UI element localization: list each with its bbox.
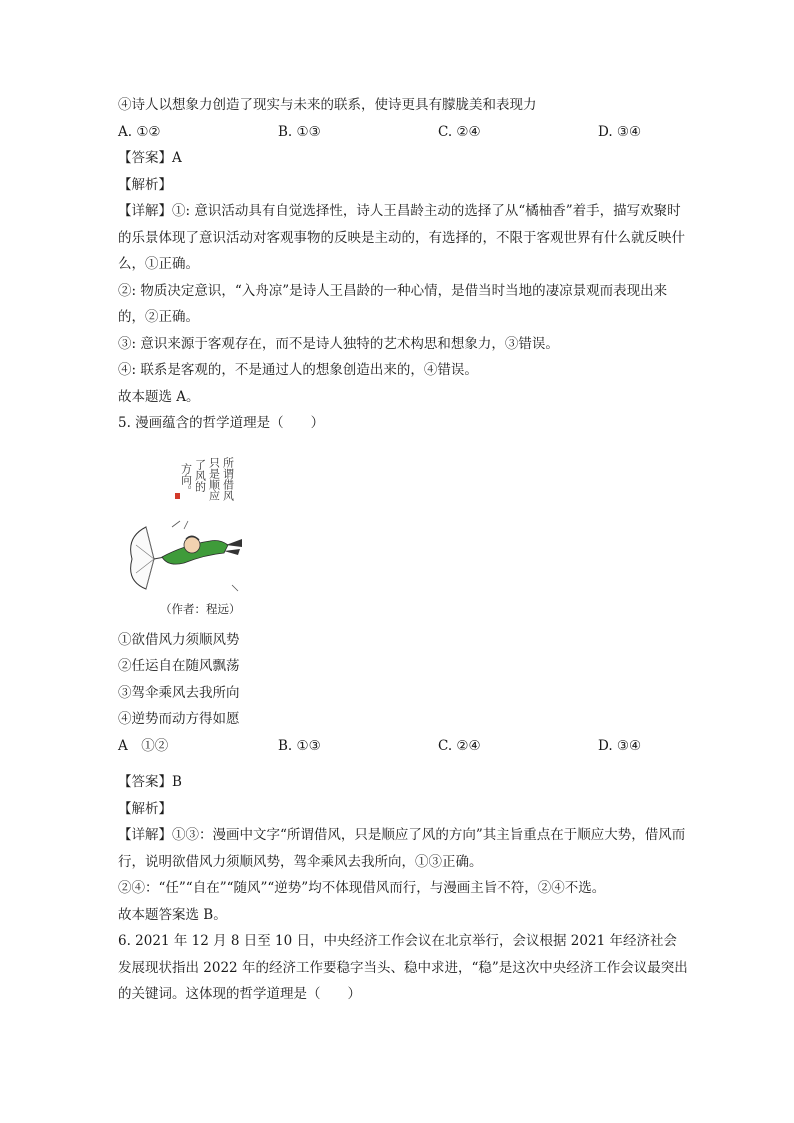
q5-question: 5. 漫画蕴含的哲学道理是（ ） bbox=[118, 415, 325, 431]
detail-tag: 【详解】 bbox=[118, 827, 172, 843]
q5-detail-2: ②④：“任”“自在”“随风”“逆势”均不体现借风而行，与漫画主旨不符，②④不选。 bbox=[118, 880, 606, 896]
q4-option-d[interactable]: D. ③④ bbox=[598, 123, 642, 140]
cartoon-text-col-1: 所谓借风 bbox=[221, 456, 235, 501]
q5-analysis-tag: 【解析】 bbox=[118, 800, 172, 817]
q5-conclusion: 故本题答案选 B。 bbox=[118, 906, 227, 923]
cartoon-caption: （作者：程远） bbox=[160, 601, 241, 616]
cartoon-text-col-4: 方向。 bbox=[179, 462, 193, 496]
q4-detail-3: ③: 意识来源于客观存在，而不是诗人独特的艺术构思和想象力，③错误。 bbox=[118, 335, 559, 352]
detail-tag: 【详解】 bbox=[118, 203, 172, 219]
cartoon-drawing bbox=[124, 441, 274, 601]
answer-value: B bbox=[172, 774, 182, 790]
q4-option-c[interactable]: C. ②④ bbox=[438, 123, 481, 140]
cartoon-text-col-3: 了风的 bbox=[193, 458, 207, 492]
q4-option-a[interactable]: A. ①② bbox=[118, 123, 161, 140]
q5-statement-1: ①欲借风力须顺风势 bbox=[118, 631, 240, 648]
q4-option-b[interactable]: B. ①③ bbox=[278, 123, 321, 140]
q4-options bbox=[118, 119, 688, 146]
q5-answer bbox=[118, 769, 688, 796]
answer-value: A bbox=[172, 150, 182, 166]
q4-analysis-tag: 【解析】 bbox=[118, 176, 172, 193]
q6-question: 6. 2021 年 12 月 8 日至 10 日，中央经济工作会议在北京举行，会议根据 2021 年经济社会发展现状指出 2022 年的经济工作要稳字当头、稳中求进，“稳”是这次中央经济工作会议最突出的关键词。这体现的哲学道理是（ ） bbox=[118, 933, 688, 1002]
answer-tag: 【答案】 bbox=[118, 150, 172, 166]
q4-detail-4: ④: 联系是客观的，不是通过人的想象创造出来的，④错误。 bbox=[118, 362, 478, 378]
q5-statement-3: ③驾伞乘风去我所向 bbox=[118, 684, 240, 701]
q4-detail-2: ②: 物质决定意识，“入舟凉”是诗人王昌龄的一种心情，是借当时当地的凄凉景观而表现出来的，②正确。 bbox=[118, 282, 668, 325]
q5-option-b[interactable]: B. ①③ bbox=[278, 737, 321, 754]
umbrella-icon bbox=[131, 527, 154, 589]
q4-statement-4: ④诗人以想象力创造了现实与未来的联系，使诗更具有朦胧美和表现力 bbox=[118, 97, 537, 113]
q5-statement-2: ②任运自在随风飘荡 bbox=[118, 658, 240, 674]
q4-conclusion: 故本题选 A。 bbox=[118, 388, 200, 405]
cartoon-text-col-2: 只是顺应 bbox=[207, 456, 221, 501]
detail-text: ①③：漫画中文字“所谓借风，只是顺应了风的方向”其主旨重点在于顺应大势，借风而行，说明欲借风力须顺风势，驾伞乘风去我所向，①③正确。 bbox=[118, 827, 686, 870]
q4-detail-1 bbox=[118, 198, 688, 278]
q5-detail-1 bbox=[118, 822, 688, 875]
answer-tag: 【答案】 bbox=[118, 774, 172, 790]
q5-option-c[interactable]: C. ②④ bbox=[438, 737, 481, 754]
q5-statement-4: ④逆势而动方得如愿 bbox=[118, 711, 240, 727]
q5-option-a[interactable]: A ①② bbox=[118, 737, 169, 754]
seal-icon bbox=[175, 493, 180, 499]
cartoon-figure bbox=[124, 441, 274, 621]
detail-text: ①: 意识活动具有自觉选择性，诗人王昌龄主动的选择了从“橘柚香”着手，描写欢聚时的乐景体现了意识活动对客观事物的反映是主动的，有选择的，不限于客观世界有什么就反映什么，①正确。 bbox=[118, 203, 685, 272]
document-page bbox=[118, 92, 688, 1008]
q4-answer bbox=[118, 145, 688, 172]
q5-option-d[interactable]: D. ③④ bbox=[598, 737, 642, 754]
q5-options bbox=[118, 733, 688, 760]
